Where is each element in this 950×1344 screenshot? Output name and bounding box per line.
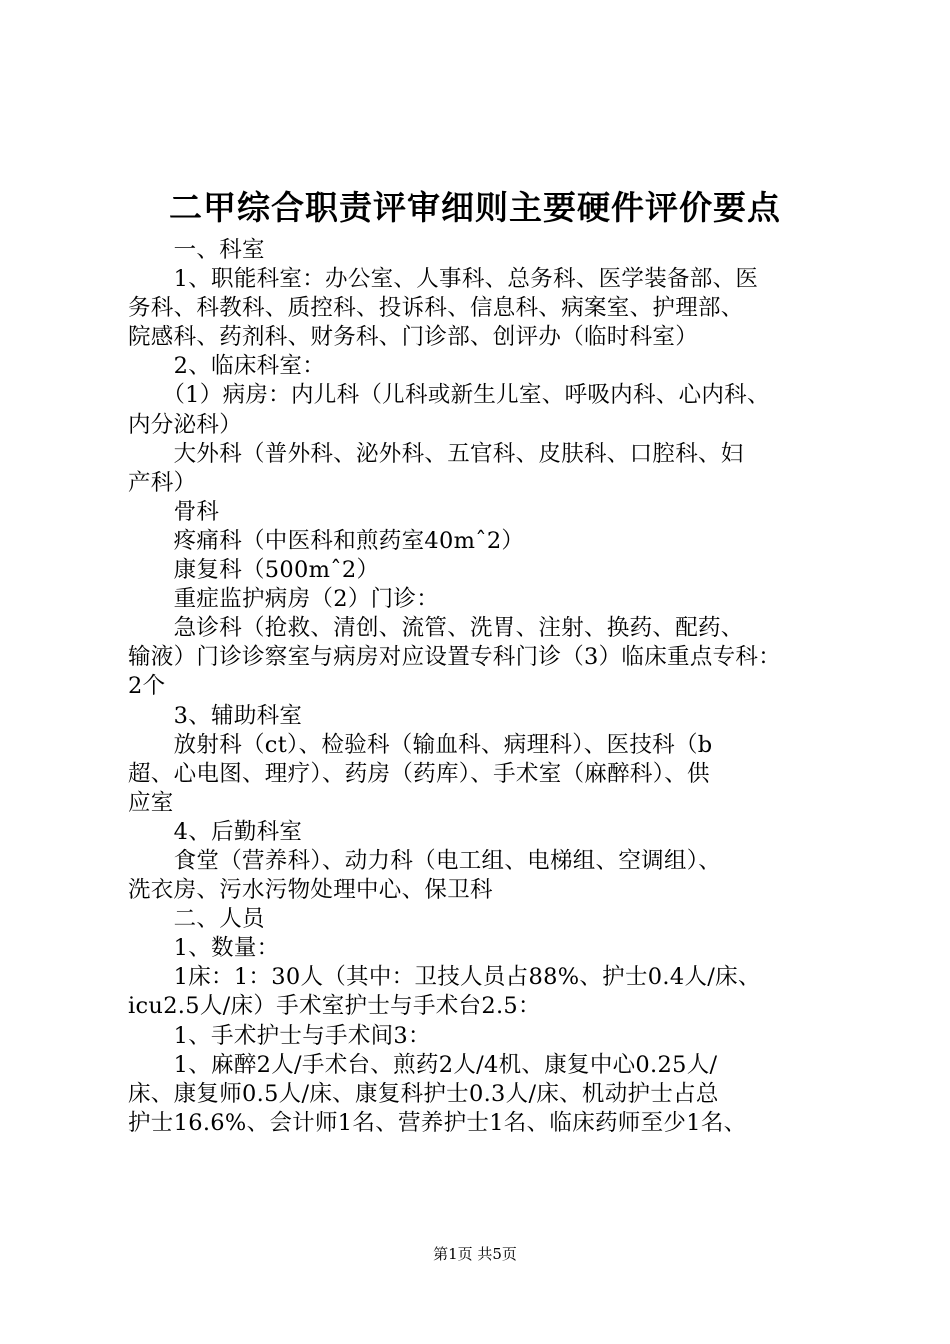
body-line: 3、辅助科室 [128,702,303,729]
body-line: 急诊科（抢救、清创、流管、洗胃、注射、换药、配药、 [128,615,744,642]
body-line: 超、心电图、理疗）、药房（药库）、手术室（麻醉科）、供 [128,760,710,787]
body-line: 1、麻醉2人/手术台、煎药2人/4机、康复中心0.25人/ [128,1051,718,1078]
page-footer: 第1页 共5页 [433,1245,517,1263]
body-line: 产科） [128,469,197,496]
body-line: 二、人员 [128,906,265,933]
body-line: 输液）门诊诊察室与病房对应设置专科门诊（3）临床重点专科： [128,644,782,671]
body-line: 洗衣房、污水污物处理中心、保卫科 [128,877,493,904]
body-line: 重症监护病房（2）门诊： [128,586,440,613]
body-line: 护士16.6%、会计师1名、营养护士1名、临床药师至少1名、 [128,1109,747,1136]
body-line: 务科、科教科、质控科、投诉科、信息科、病案室、护理部、 [128,295,744,322]
body-line: 疼痛科（中医科和煎药室40mˆ2） [128,527,525,554]
document-title: 二甲综合职责评审细则主要硬件评价要点 [169,188,781,227]
body-line: 大外科（普外科、泌外科、五官科、皮肤科、口腔科、妇 [128,440,744,467]
body-line: 食堂（营养科）、动力科（电工组、电梯组、空调组）、 [128,847,722,874]
body-line: icu2.5人/床）手术室护士与手术台2.5： [128,993,541,1020]
body-line: 4、后勤科室 [128,818,303,845]
body-line: （1）病房：内儿科（儿科或新生儿室、呼吸内科、心内科、 [128,382,770,409]
body-line: 应室 [128,789,174,816]
body-line: 康复科（500mˆ2） [128,557,380,584]
body-line: 1、手术护士与手术间3： [128,1022,431,1049]
body-line: 1、职能科室：办公室、人事科、总务科、医学装备部、医 [128,266,759,293]
body-line: 2个 [128,673,166,700]
body-line: 床、康复师0.5人/床、康复科护士0.3人/床、机动护士占总 [128,1080,719,1107]
body-line: 一、科室 [128,237,265,263]
body-line: 2、临床科室： [128,353,326,380]
body-line: 1、数量： [128,935,280,962]
body-line: 院感科、药剂科、财务科、门诊部、创评办（临时科室） [128,324,699,351]
body-line: 放射科（ct）、检验科（输血科、病理科）、医技科（b [128,731,713,758]
body-line: 内分泌科） [128,411,243,438]
body-line: 1床：1：30人（其中：卫技人员占88%、护士0.4人/床、 [128,964,761,991]
body-line: 骨科 [128,498,220,525]
document-body [128,236,838,1138]
